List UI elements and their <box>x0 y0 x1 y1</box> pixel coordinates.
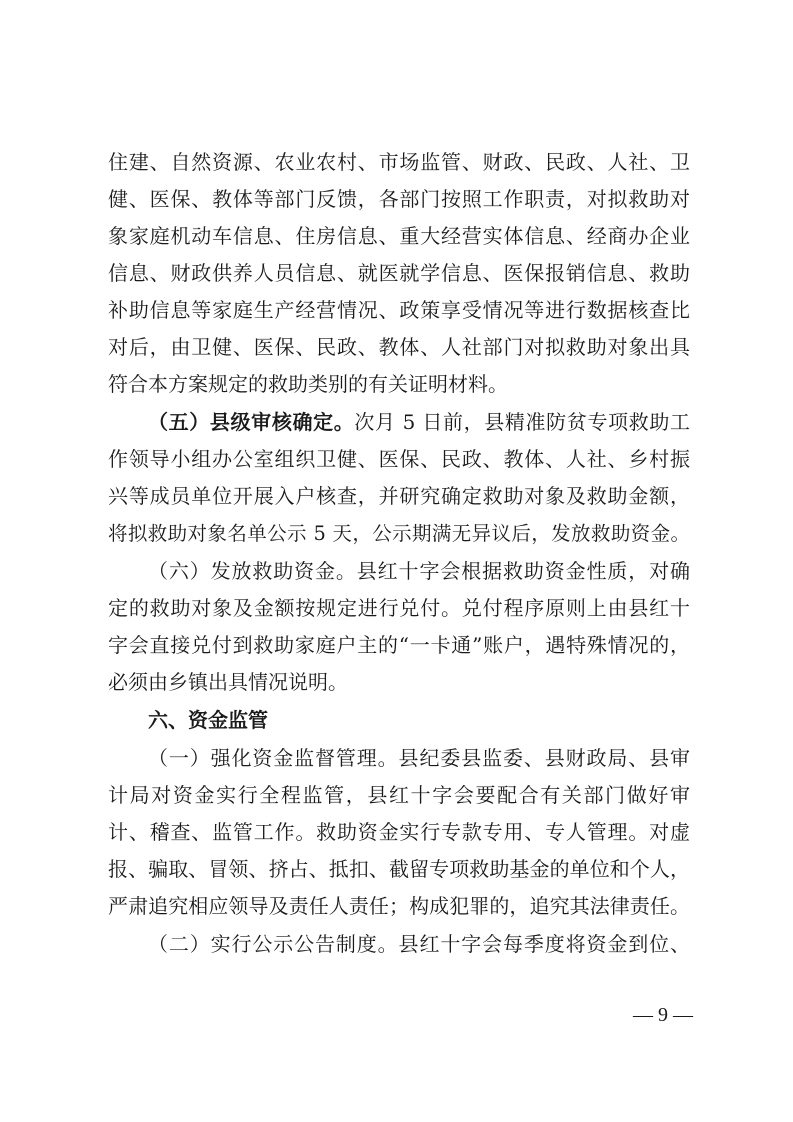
section-heading: 六、资金监管 <box>148 708 268 732</box>
paragraph-first-line: （六）发放救助资金。县红十字会根据救助资金性质，对确 <box>148 559 690 583</box>
paragraph-first-line: （二）实行公示公告制度。县红十字会每季度将资金到位、 <box>148 932 690 956</box>
body-text-line: 计局对资金实行全程监管，县红十字会要配合有关部门做好审 <box>108 783 690 807</box>
paragraph-first-line <box>148 404 690 441</box>
body-text-line: 作领导小组办公室组织卫健、医保、民政、教体、人社、乡村振 <box>108 447 690 471</box>
body-text-line: 定的救助对象及金额按规定进行兑付。兑付程序原则上由县红十 <box>108 596 690 620</box>
page-number: — 9 — <box>633 1004 693 1026</box>
body-text-line: 报、骗取、冒领、挤占、抵扣、截留专项救助基金的单位和个人， <box>108 857 690 881</box>
paragraph-first-line: （一）强化资金监督管理。县纪委县监委、县财政局、县审 <box>148 746 690 770</box>
body-text-line: 象家庭机动车信息、住房信息、重大经营实体信息、经商办企业 <box>108 224 690 248</box>
body-text-line: 信息、财政供养人员信息、就医就学信息、医保报销信息、救助 <box>108 261 690 285</box>
body-text-line: 将拟救助对象名单公示 5 天，公示期满无异议后，发放救助资金。 <box>108 522 690 545</box>
body-text-line: 必须由乡镇出具情况说明。 <box>108 670 348 694</box>
body-text-line: 住建、自然资源、农业农村、市场监管、财政、民政、人社、卫 <box>108 150 690 174</box>
subsection-heading: （五）县级审核确定。 <box>148 410 355 434</box>
body-text-line: 健、医保、教体等部门反馈，各部门按照工作职责，对拟救助对 <box>108 187 690 211</box>
body-text-line: 严肃追究相应领导及责任人责任；构成犯罪的，追究其法律责任。 <box>108 894 690 918</box>
body-text-line: 补助信息等家庭生产经营情况、政策享受情况等进行数据核查比 <box>108 298 690 322</box>
body-text-line: 符合本方案规定的救助类别的有关证明材料。 <box>108 372 508 396</box>
body-text: 次月 5 日前，县精准防贫专项救助工 <box>354 410 690 434</box>
body-text-line: 兴等成员单位开展入户核查，并研究确定救助对象及救助金额， <box>108 484 690 508</box>
body-text-line: 字会直接兑付到救助家庭户主的“一卡通”账户，遇特殊情况的， <box>108 633 690 657</box>
body-text-line: 对后，由卫健、医保、民政、教体、人社部门对拟救助对象出具 <box>108 335 690 359</box>
body-text-line: 计、稽查、监管工作。救助资金实行专款专用、专人管理。对虚 <box>108 820 690 844</box>
